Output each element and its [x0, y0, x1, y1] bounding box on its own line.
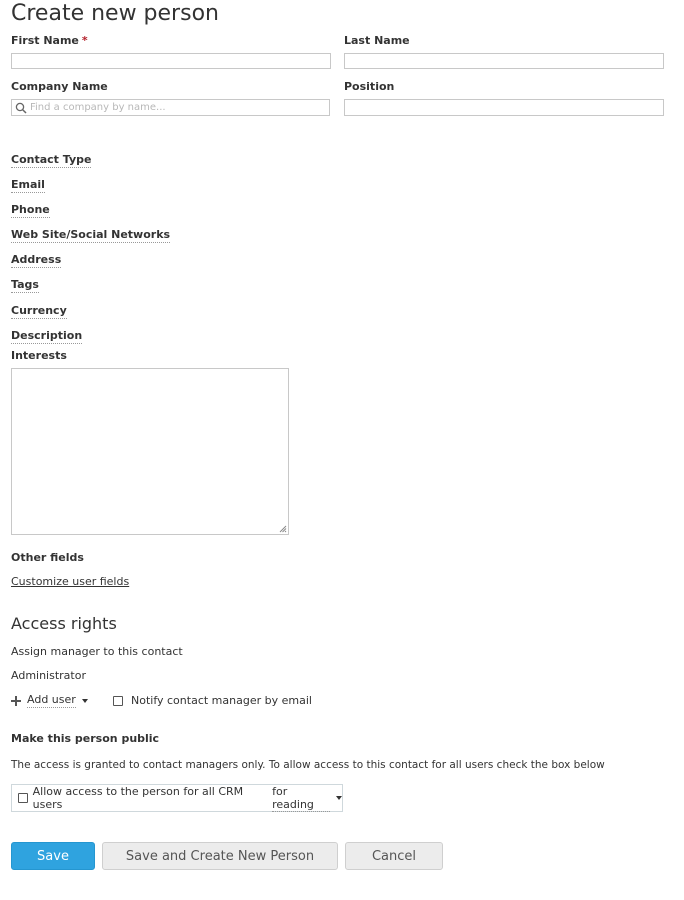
- cancel-button[interactable]: Cancel: [345, 842, 443, 870]
- allow-access-label: Allow access to the person for all CRM users: [32, 785, 244, 811]
- chevron-down-icon: [82, 699, 88, 703]
- company-search-placeholder: Find a company by name...: [30, 101, 166, 113]
- chevron-down-icon[interactable]: [336, 796, 342, 800]
- allow-access-checkbox[interactable]: [18, 793, 28, 803]
- resize-grip-icon[interactable]: [279, 525, 287, 533]
- assign-manager-text: Assign manager to this contact: [11, 645, 183, 658]
- first-name-label: [11, 34, 88, 48]
- public-description: The access is granted to contact managers only. To allow access to this contact for all users check the box below: [11, 759, 605, 771]
- position-input[interactable]: [344, 99, 664, 116]
- section-description-label[interactable]: Description: [11, 329, 83, 342]
- first-name-input[interactable]: [11, 53, 331, 69]
- last-name-input[interactable]: [344, 53, 664, 69]
- section-website[interactable]: [11, 223, 170, 243]
- make-public-heading: Make this person public: [11, 732, 160, 745]
- first-name-label-text: First Name: [11, 34, 79, 47]
- access-rights-heading: Access rights: [11, 614, 117, 633]
- section-address[interactable]: [11, 248, 61, 268]
- last-name-label: Last Name: [344, 34, 410, 47]
- notify-manager-checkbox[interactable]: [113, 696, 123, 706]
- other-fields-label: Other fields: [11, 551, 84, 564]
- interests-textarea[interactable]: [11, 368, 289, 535]
- save-button[interactable]: Save: [11, 842, 95, 870]
- customize-user-fields-link[interactable]: Customize user fields: [11, 575, 130, 588]
- section-email-label[interactable]: Email: [11, 178, 45, 191]
- section-description[interactable]: [11, 324, 82, 344]
- position-label: Position: [344, 80, 395, 93]
- manager-name: Administrator: [11, 669, 86, 682]
- section-contact-type-label[interactable]: Contact Type: [11, 153, 92, 166]
- notify-manager-option[interactable]: [113, 694, 312, 708]
- section-email[interactable]: [11, 173, 45, 193]
- section-tags[interactable]: [11, 273, 39, 293]
- plus-icon: [11, 696, 21, 706]
- section-address-label[interactable]: Address: [11, 253, 62, 266]
- company-search-field[interactable]: [11, 99, 330, 116]
- save-and-create-button[interactable]: Save and Create New Person: [102, 842, 338, 870]
- section-currency-label[interactable]: Currency: [11, 304, 67, 317]
- access-level-select[interactable]: for reading: [272, 785, 330, 812]
- notify-manager-label: Notify contact manager by email: [131, 694, 312, 707]
- add-user-button[interactable]: [11, 693, 88, 708]
- required-mark: *: [81, 34, 88, 47]
- section-phone[interactable]: [11, 198, 50, 218]
- page-title: Create new person: [11, 1, 219, 26]
- search-icon: [15, 102, 27, 114]
- add-user-label[interactable]: Add user: [27, 693, 76, 706]
- section-currency[interactable]: [11, 299, 67, 319]
- section-phone-label[interactable]: Phone: [11, 203, 50, 216]
- section-contact-type[interactable]: [11, 148, 91, 168]
- interests-label: Interests: [11, 349, 67, 362]
- section-website-label[interactable]: Web Site/Social Networks: [11, 228, 171, 241]
- section-tags-label[interactable]: Tags: [11, 278, 39, 291]
- public-access-box: [11, 784, 343, 812]
- company-name-label: Company Name: [11, 80, 108, 93]
